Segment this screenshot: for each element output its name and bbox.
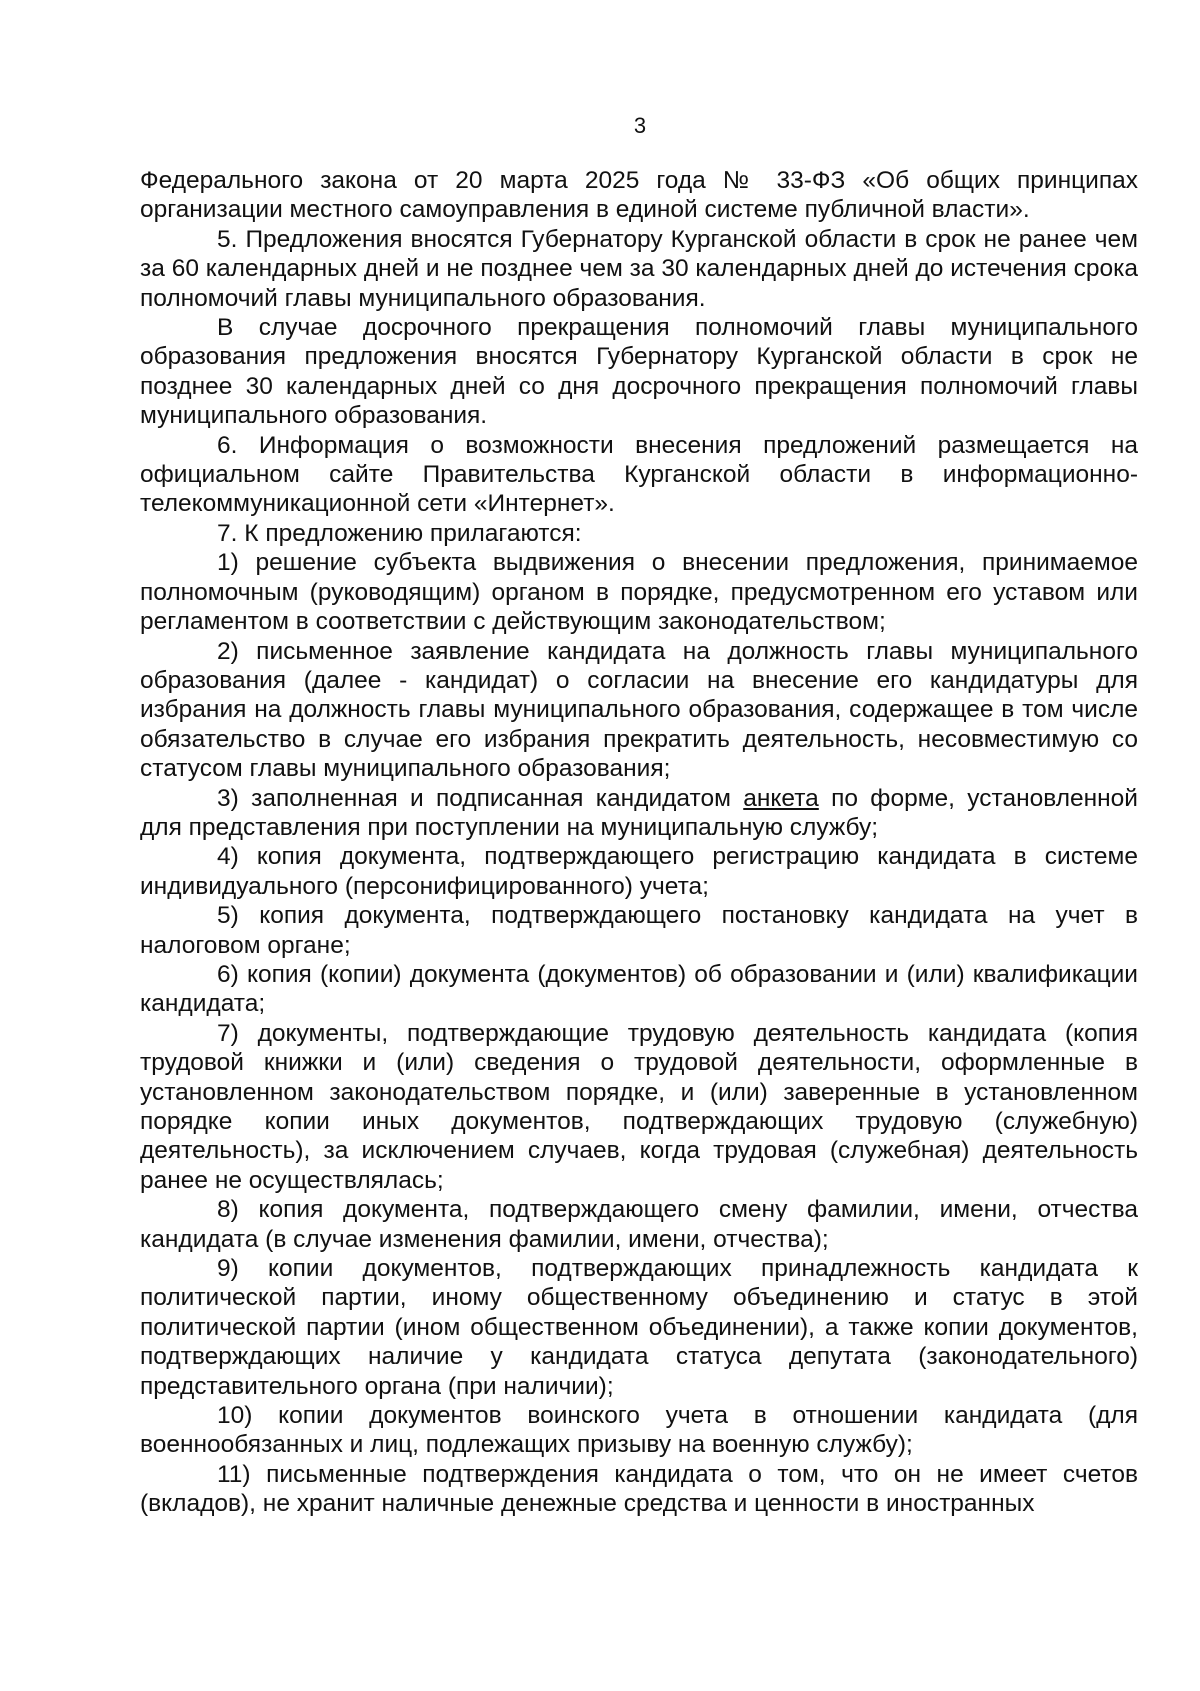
list-item-9: 9) копии документов, подтверждающих принадлежность кандидата к политической партии, иному общественному объединению и статус в этой политической партии (ином общественном объединении), а также копии документов, подтверждающих наличие у кандидата статуса депутата (законодательного) представительного органа (при наличии);	[140, 1255, 1138, 1400]
document-body	[140, 166, 1138, 1519]
list-item-4: 4) копия документа, подтверждающего регистрацию кандидата в системе индивидуального (персонифицированного) учета;	[140, 843, 1138, 900]
page-number: 3	[633, 113, 647, 138]
paragraph-item-6: 6. Информация о возможности внесения предложений размещается на официальном сайте Правительства Курганской области в информационно-телекоммуникационной сети «Интернет».	[140, 431, 1138, 518]
list-item-2: 2) письменное заявление кандидата на должность главы муниципального образования (далее - кандидат) о согласии на внесение его кандидатуры для избрания на должность главы муниципального образования, содержащее в том числе обязательство в случае его избрания прекратить деятельность, несовместимую со статусом главы муниципального образования;	[140, 637, 1138, 783]
paragraph-item-7: 7. К предложению прилагаются:	[217, 519, 582, 547]
list-item-3-text-before: 3) заполненная и подписанная кандидатом	[217, 784, 744, 812]
paragraph-early-termination: В случае досрочного прекращения полномочий главы муниципального образования предложения вносятся Губернатору Курганской области в срок не позднее 30 календарных дней со дня досрочного прекращения полномочий главы муниципального образования.	[140, 314, 1138, 430]
paragraph-continuation: Федерального закона от 20 марта 2025 года № 33-ФЗ «Об общих принципах организации местного самоуправления в единой системе публичной власти».	[140, 167, 1138, 224]
list-item-1: 1) решение субъекта выдвижения о внесении предложения, принимаемое полномочным (руководящим) органом в порядке, предусмотренном его уставом или регламентом в соответствии с действующим законодательством;	[140, 549, 1138, 636]
list-item-8: 8) копия документа, подтверждающего смену фамилии, имени, отчества кандидата (в случае изменения фамилии, имени, отчества);	[140, 1196, 1138, 1253]
paragraph-item-5: 5. Предложения вносятся Губернатору Курганской области в срок не ранее чем за 60 календарных дней и не позднее чем за 30 календарных дней до истечения срока полномочий главы муниципального образования.	[140, 225, 1138, 312]
list-item-3	[140, 784, 1138, 843]
list-item-5: 5) копия документа, подтверждающего постановку кандидата на учет в налоговом органе;	[140, 902, 1138, 959]
list-item-6: 6) копия (копии) документа (документов) об образовании и (или) квалификации кандидата;	[140, 960, 1138, 1018]
list-item-10: 10) копии документов воинского учета в отношении кандидата (для военнообязанных и лиц, подлежащих призыву на военную службу);	[140, 1402, 1138, 1459]
list-item-3-text-after: по форме, установленной для представления при поступлении на муниципальную службу;	[140, 784, 1138, 841]
list-item-7: 7) документы, подтверждающие трудовую деятельность кандидата (копия трудовой книжки и (или) сведения о трудовой деятельности, оформленные в установленном законодательством порядке, и (или) заверенные в установленном порядке копии иных документов, подтверждающих трудовую (служебную) деятельность), за исключением случаев, когда трудовая (служебная) деятельность ранее не осуществлялась;	[140, 1019, 1138, 1194]
questionnaire-link[interactable]: анкета	[743, 784, 819, 812]
list-item-11: 11) письменные подтверждения кандидата о том, что он не имеет счетов (вкладов), не хранит наличные денежные средства и ценности в иностранных	[140, 1460, 1138, 1518]
